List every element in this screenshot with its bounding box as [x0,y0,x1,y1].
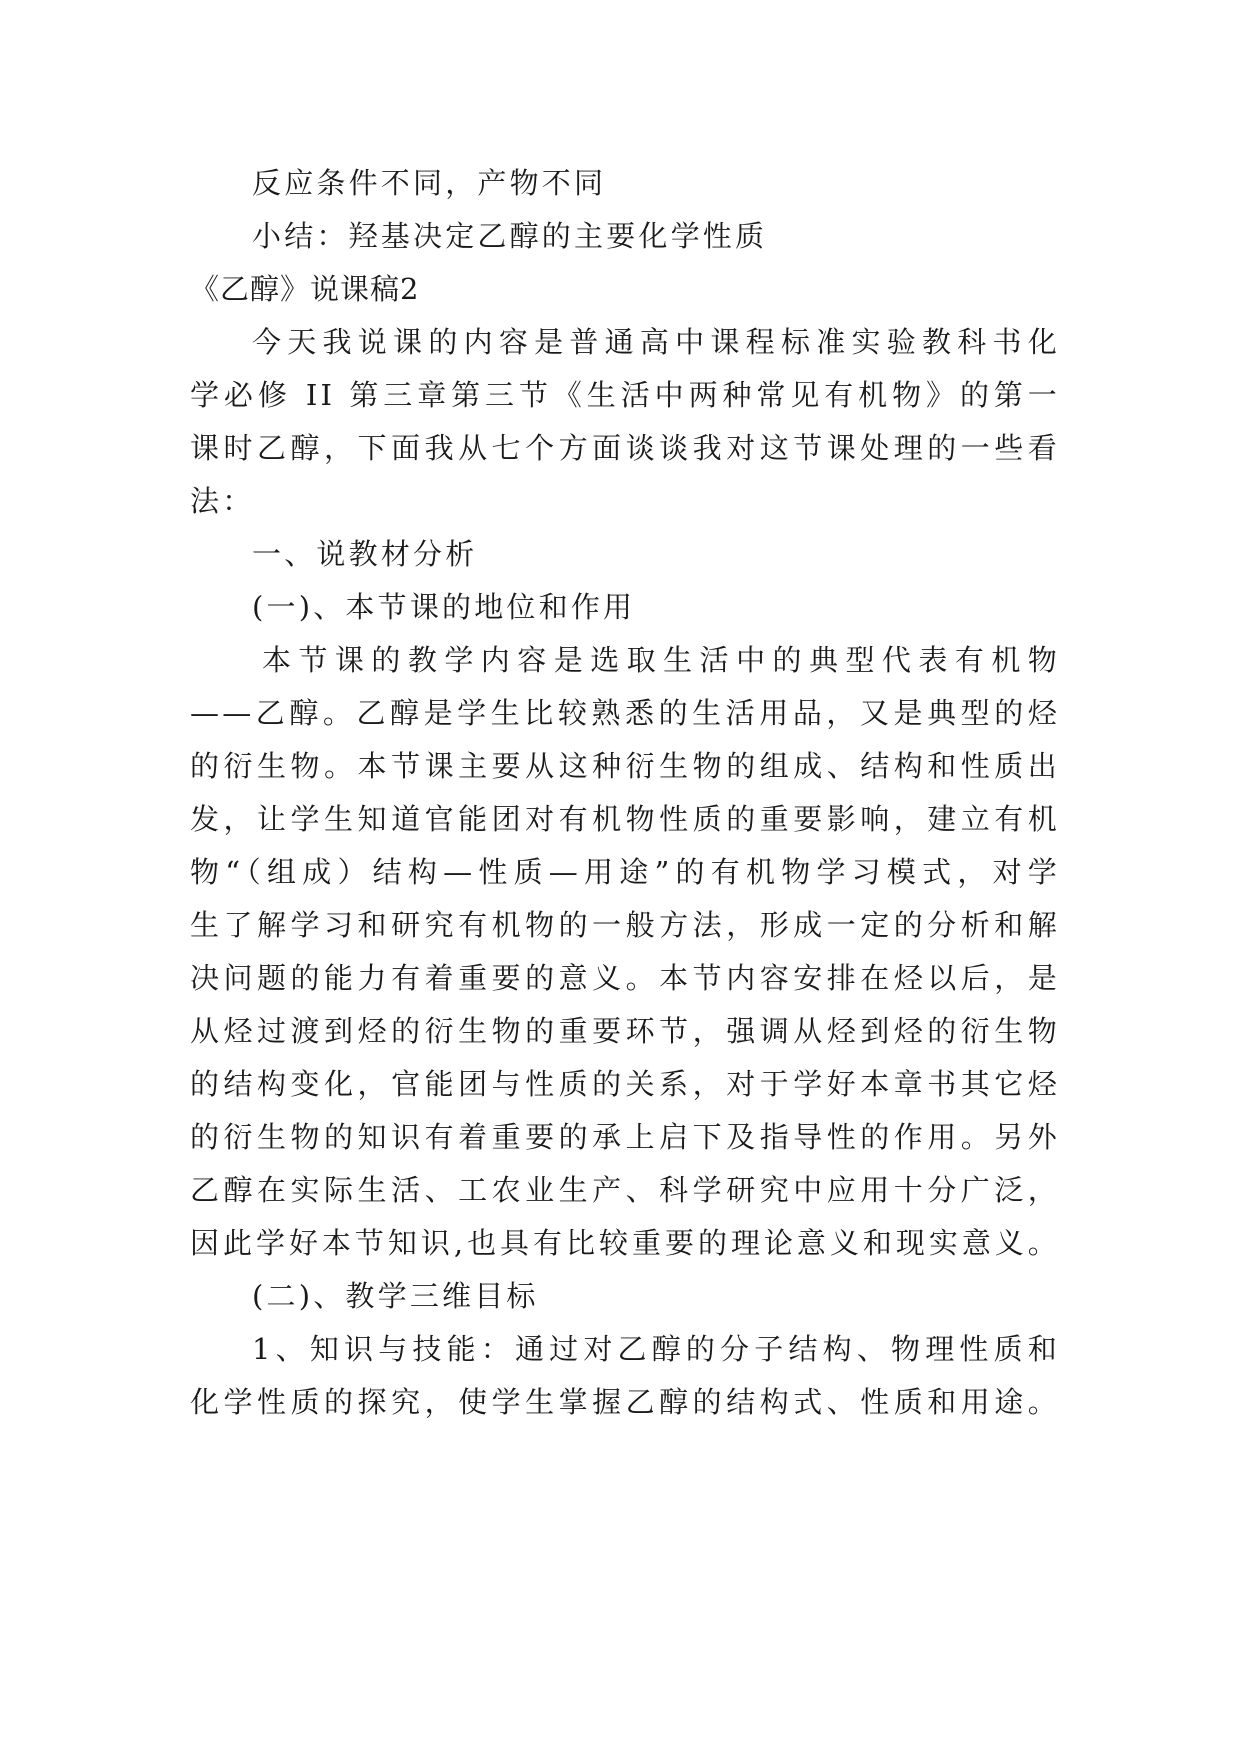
text-line: 今天我说课的内容是普通高中课程标准实验教科书化 [252,325,1060,359]
text-line: 学必修 II 第三章第三节《生活中两种常见有机物》的第一 [190,378,1060,412]
subheading-line: (一)、本节课的地位和作用 [252,590,636,624]
text-line: 从烃过渡到烃的衍生物的重要环节，强调从烃到烃的衍生物 [190,1014,1060,1048]
text-line: 法： [190,484,255,518]
text-line: 乙醇在实际生活、工农业生产、科学研究中应用十分广泛， [190,1173,1060,1207]
text-line: 1、知识与技能：通过对乙醇的分子结构、物理性质和 [252,1332,1060,1366]
text-line: 化学性质的探究，使学生掌握乙醇的结构式、性质和用途。 [190,1385,1060,1419]
text-line: 发，让学生知道官能团对有机物性质的重要影响，建立有机 [190,802,1060,836]
text-line: 生了解学习和研究有机物的一般方法，形成一定的分析和解 [190,908,1060,942]
text-line: 小结：羟基决定乙醇的主要化学性质 [252,219,768,253]
text-line: 的衍生物的知识有着重要的承上启下及指导性的作用。另外 [190,1120,1060,1154]
text-line: 反应条件不同，产物不同 [252,166,607,200]
text-line: 物“（组成）结构—性质—用途”的有机物学习模式，对学 [190,855,1060,889]
section-title: 《乙醇》说课稿2 [190,272,420,306]
subheading-line: (二)、教学三维目标 [252,1279,539,1313]
heading-line: 一、说教材分析 [252,537,478,571]
text-line: 课时乙醇，下面我从七个方面谈谈我对这节课处理的一些看 [190,431,1060,465]
text-line: ——乙醇。乙醇是学生比较熟悉的生活用品，又是典型的烃 [190,696,1060,730]
text-line: 本节课的教学内容是选取生活中的典型代表有机物 [262,643,1060,677]
text-line: 决问题的能力有着重要的意义。本节内容安排在烃以后，是 [190,961,1060,995]
text-line: 因此学好本节知识,也具有比较重要的理论意义和现实意义。 [190,1226,1060,1260]
document-body [190,157,1060,1429]
text-line: 的衍生物。本节课主要从这种衍生物的组成、结构和性质出 [190,749,1060,783]
text-line: 的结构变化，官能团与性质的关系，对于学好本章书其它烃 [190,1067,1060,1101]
